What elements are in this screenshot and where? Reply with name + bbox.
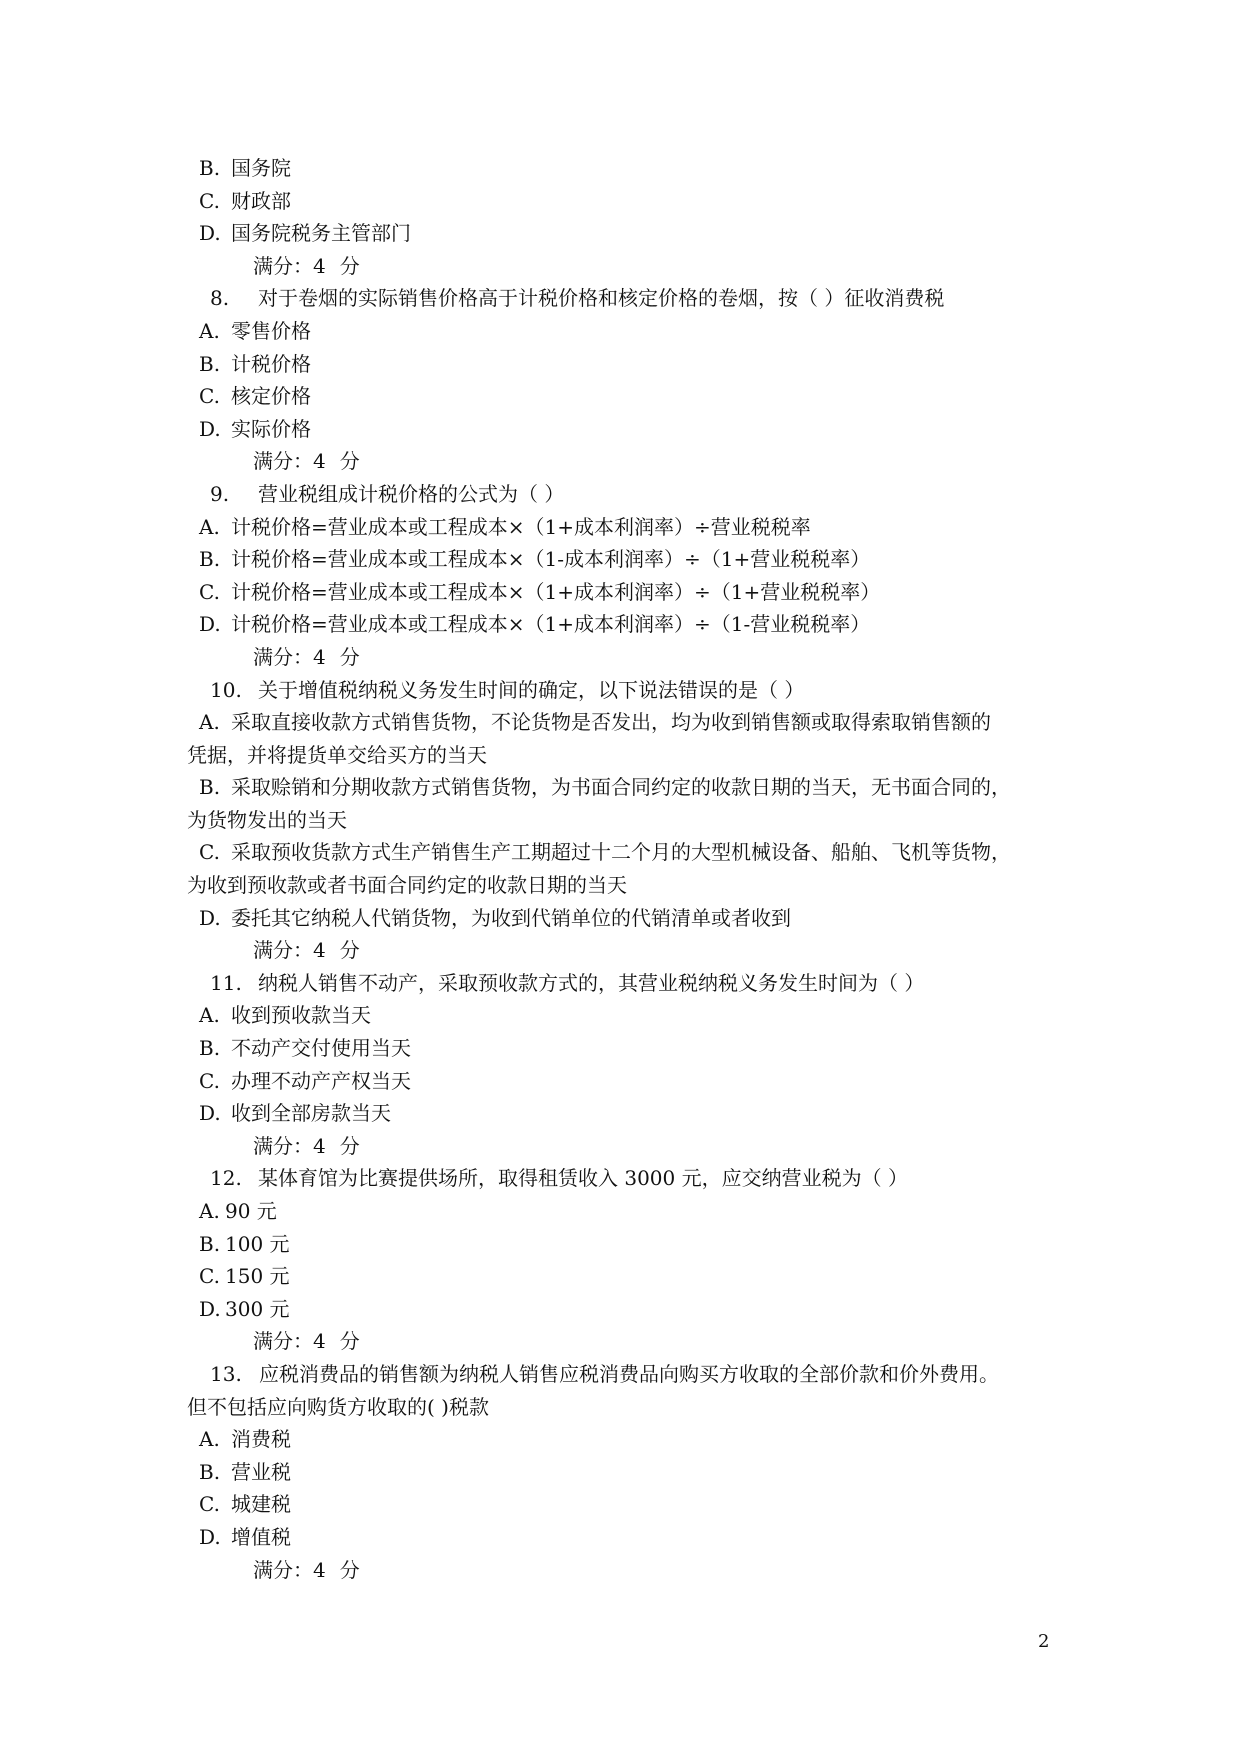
question-12: 12. 某体育馆为比赛提供场所，取得租赁收入 3000 元，应交纳营业税为（ ） (210, 1166, 908, 1191)
option-d: D. 收到全部房款当天 (199, 1101, 391, 1126)
question-10: 10. 关于增值税纳税义务发生时间的确定，以下说法错误的是（ ） (210, 677, 805, 702)
score-line: 满分：4 分 (253, 938, 360, 963)
option-d: D. 实际价格 (199, 416, 311, 441)
score-line: 满分：4 分 (253, 1133, 360, 1158)
option-c: C. 城建税 (199, 1492, 291, 1517)
option-c: C. 核定价格 (199, 384, 311, 409)
question-8: 8. 对于卷烟的实际销售价格高于计税价格和核定价格的卷烟，按（ ）征收消费税 (210, 286, 945, 311)
question-9: 9. 营业税组成计税价格的公式为（ ） (210, 481, 565, 506)
option-b: B. 计税价格=营业成本或工程成本×（1-成本利润率）÷（1+营业税税率） (199, 547, 871, 572)
option-c: C. 计税价格=营业成本或工程成本×（1+成本利润率）÷（1+营业税税率） (199, 579, 881, 604)
option-b: B. 国务院 (199, 156, 291, 180)
option-c: C. 150 元 (199, 1264, 290, 1289)
option-c-continuation: 为收到预收款或者书面合同约定的收款日期的当天 (187, 873, 627, 898)
score-line: 满分：4 分 (253, 253, 360, 278)
page-number: 2 (1038, 1631, 1050, 1652)
option-b: B. 不动产交付使用当天 (199, 1036, 411, 1061)
option-b: B. 采取赊销和分期收款方式销售货物，为书面合同约定的收款日期的当天，无书面合同的， (199, 775, 1011, 800)
option-d: D. 计税价格=营业成本或工程成本×（1+成本利润率）÷（1-营业税税率） (199, 612, 871, 637)
option-b: B. 100 元 (199, 1231, 290, 1256)
option-d: D. 委托其它纳税人代销货物，为收到代销单位的代销清单或者收到 (199, 905, 791, 930)
option-b: B. 计税价格 (199, 351, 311, 376)
score-line: 满分：4 分 (253, 449, 360, 474)
option-b-continuation: 为货物发出的当天 (187, 807, 347, 832)
option-b: B. 营业税 (199, 1459, 291, 1484)
option-a-continuation: 凭据，并将提货单交给买方的当天 (187, 742, 487, 767)
score-line: 满分：4 分 (253, 1329, 360, 1354)
option-a: A. 收到预收款当天 (199, 1003, 371, 1028)
option-a: A. 90 元 (199, 1199, 277, 1223)
question-13-continuation: 但不包括应向购货方收取的( )税款 (187, 1394, 489, 1419)
option-d: D. 增值税 (199, 1524, 291, 1549)
score-line: 满分：4 分 (253, 644, 360, 669)
question-list (187, 152, 1087, 1586)
option-a: A. 零售价格 (199, 318, 311, 343)
option-c: C. 采取预收货款方式生产销售生产工期超过十二个月的大型机械设备、船舶、飞机等货物， (199, 840, 1011, 865)
option-a: A. 采取直接收款方式销售货物，不论货物是否发出，均为收到销售额或取得索取销售额的 (199, 710, 991, 735)
option-d: D. 300 元 (199, 1296, 290, 1321)
option-a: A. 计税价格=营业成本或工程成本×（1+成本利润率）÷营业税税率 (199, 514, 811, 539)
option-c: C. 财政部 (199, 188, 291, 213)
score-line: 满分：4 分 (253, 1557, 360, 1582)
option-d: D. 国务院税务主管部门 (199, 221, 411, 246)
option-a: A. 消费税 (199, 1427, 291, 1452)
question-13: 13. 应税消费品的销售额为纳税人销售应税消费品向购买方收取的全部价款和价外费用。 (210, 1361, 999, 1386)
question-11: 11. 纳税人销售不动产，采取预收款方式的，其营业税纳税义务发生时间为（ ） (210, 970, 925, 995)
option-c: C. 办理不动产产权当天 (199, 1068, 411, 1093)
